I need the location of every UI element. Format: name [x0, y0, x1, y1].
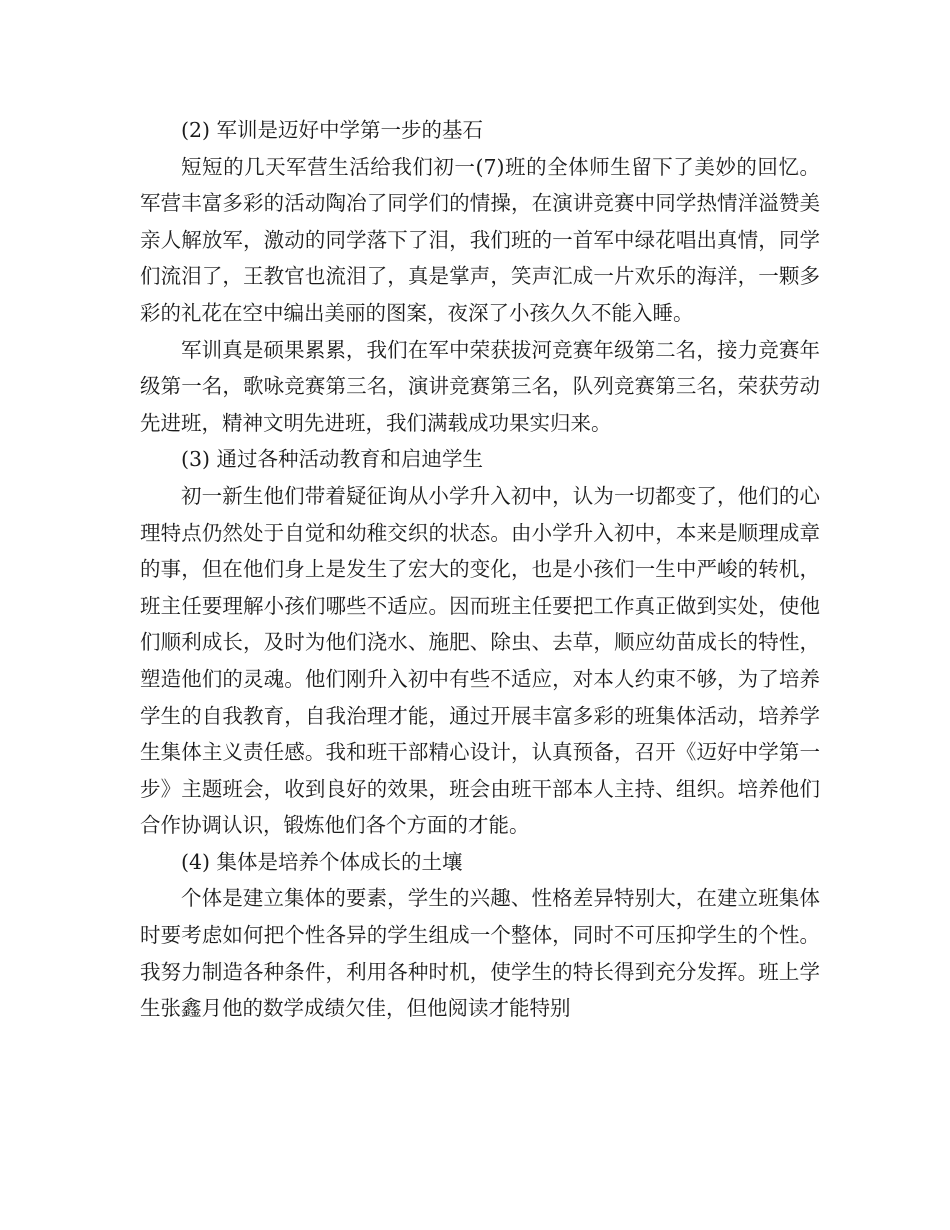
paragraph-activities: 初一新生他们带着疑征询从小学升入初中，认为一切都变了，他们的心理特点仍然处于自觉和幼稚交织的状态。由小学升入初中，本来是顺理成章的事，但在他们身上是发生了宏大的变化，也是小孩们一生中严峻的转机，班主任要理解小孩们哪些不适应。因而班主任要把工作真正做到实处，使他们顺利成长，及时为他们浇水、施肥、除虫、去草，顺应幼苗成长的特性，塑造他们的灵魂。他们刚升入初中有些不适应，对本人约束不够，为了培养学生的自我教育，自我治理才能，通过开展丰富多彩的班集体活动，培养学生集体主义责任感。我和班干部精心设计，认真预备，召开《迈好中学第一步》主题班会，收到良好的效果，班会由班干部本人主持、组织。培养他们合作协调认识，锻炼他们各个方面的才能。 [140, 483, 820, 838]
section-heading-3: (3) 通过各种活动教育和启迪学生 [181, 447, 484, 472]
paragraph-military-camp: 短短的几天军营生活给我们初一(7)班的全体师生留下了美妙的回忆。军营丰富多彩的活动陶冶了同学们的情操，在演讲竞赛中同学热情洋溢赞美亲人解放军，激动的同学落下了泪，我们班的一首军中绿花唱出真情，同学们流泪了，王教官也流泪了，真是掌声，笑声汇成一片欢乐的海洋，一颗多彩的礼花在空中编出美丽的图案，夜深了小孩久久不能入睡。 [140, 154, 820, 325]
section-heading-4: (4) 集体是培养个体成长的土壤 [181, 849, 463, 874]
document-page [140, 112, 820, 1027]
paragraph-training-results: 军训真是硕果累累，我们在军中荣获拔河竞赛年级第二名，接力竞赛年级第一名，歌咏竞赛第三名，演讲竞赛第三名，队列竞赛第三名，荣获劳动先进班，精神文明先进班，我们满载成功果实归来。 [140, 337, 820, 435]
section-heading-2: (2) 军训是迈好中学第一步的基石 [181, 118, 484, 142]
paragraph-collective: 个体是建立集体的要素，学生的兴趣、性格差异特别大，在建立班集体时要考虑如何把个性各异的学生组成一个整体，同时不可压抑学生的个性。我努力制造各种条件，利用各种时机，使学生的特长得到充分发挥。班上学生张鑫月他的数学成绩欠佳，但他阅读才能特别 [140, 886, 820, 1021]
